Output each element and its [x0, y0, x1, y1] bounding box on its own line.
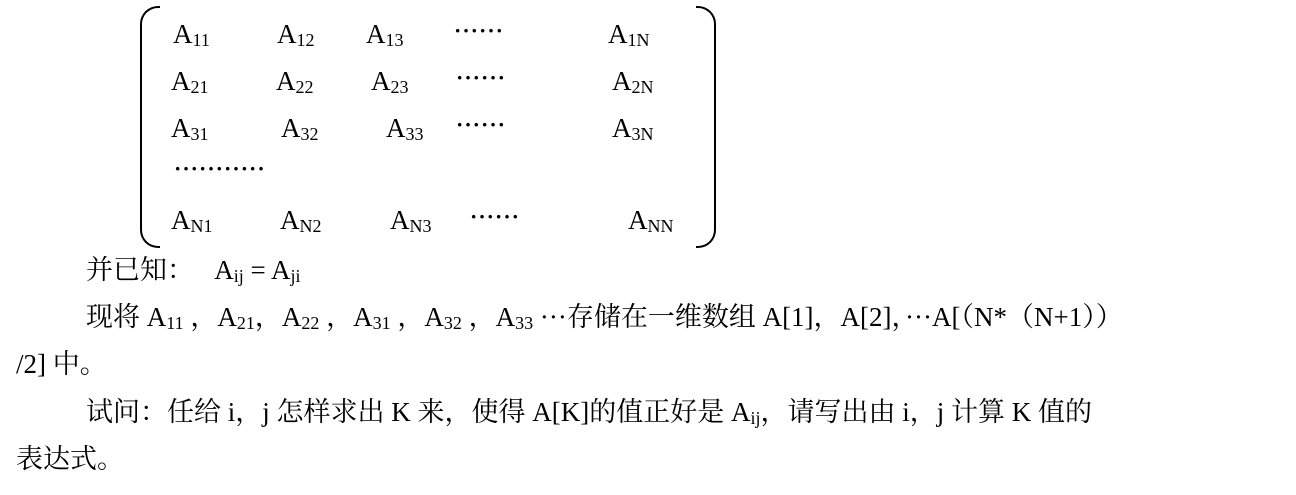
- matrix-cell: $A_{1N}$: [608, 19, 650, 50]
- matrix-ellipsis: ······: [456, 112, 507, 137]
- matrix-cell: $A_{31}$: [171, 113, 209, 144]
- question: 试问：任给 i，j 怎样求出 K 来，使得 A[K]的值正好是 $A_{ij}$，请写出由 i，j 计算 K 值的: [86, 397, 1093, 428]
- matrix-ellipsis: ······: [454, 18, 505, 43]
- matrix-cell: $A_{23}$: [371, 66, 409, 97]
- matrix-cell: $A_{13}$: [366, 19, 404, 50]
- matrix-cell: $A_{32}$: [281, 113, 319, 144]
- matrix-cell: $A_{21}$: [171, 66, 209, 97]
- matrix-cell: $A_{N1}$: [171, 205, 213, 236]
- matrix-cell: $A_{N3}$: [390, 205, 432, 236]
- storage-statement: 现将 $A_{11}$ ，$A_{21}$，$A_{22}$ ，$A_{31}$ ，$A_{32}$ ，$A_{33}$ ···存储在一维数组 A[1]，A[2]，···A[（N*（N+1））: [86, 302, 1123, 333]
- matrix-left-bracket: [140, 6, 160, 248]
- matrix-cell: $A_{11}$: [173, 19, 210, 50]
- matrix-right-bracket: [696, 6, 716, 248]
- matrix-ellipsis: ······: [456, 65, 507, 90]
- matrix: [140, 6, 720, 246]
- matrix-ellipsis: ······: [470, 204, 521, 229]
- matrix-cell: $A_{22}$: [276, 66, 314, 97]
- matrix-vertical-ellipsis: ···········: [174, 156, 266, 181]
- question-continued: 表达式。: [16, 444, 124, 474]
- known-condition: 并已知： $A_{ij} = A_{ji}$: [86, 255, 301, 286]
- matrix-cell: $A_{2N}$: [612, 66, 654, 97]
- matrix-cell: $A_{3N}$: [612, 113, 654, 144]
- matrix-cell: $A_{N2}$: [280, 205, 322, 236]
- matrix-cell: $A_{12}$: [277, 19, 315, 50]
- matrix-cell: $A_{33}$: [386, 113, 424, 144]
- matrix-cell: $A_{NN}$: [628, 205, 674, 236]
- storage-statement-continued: /2] 中。: [16, 349, 107, 379]
